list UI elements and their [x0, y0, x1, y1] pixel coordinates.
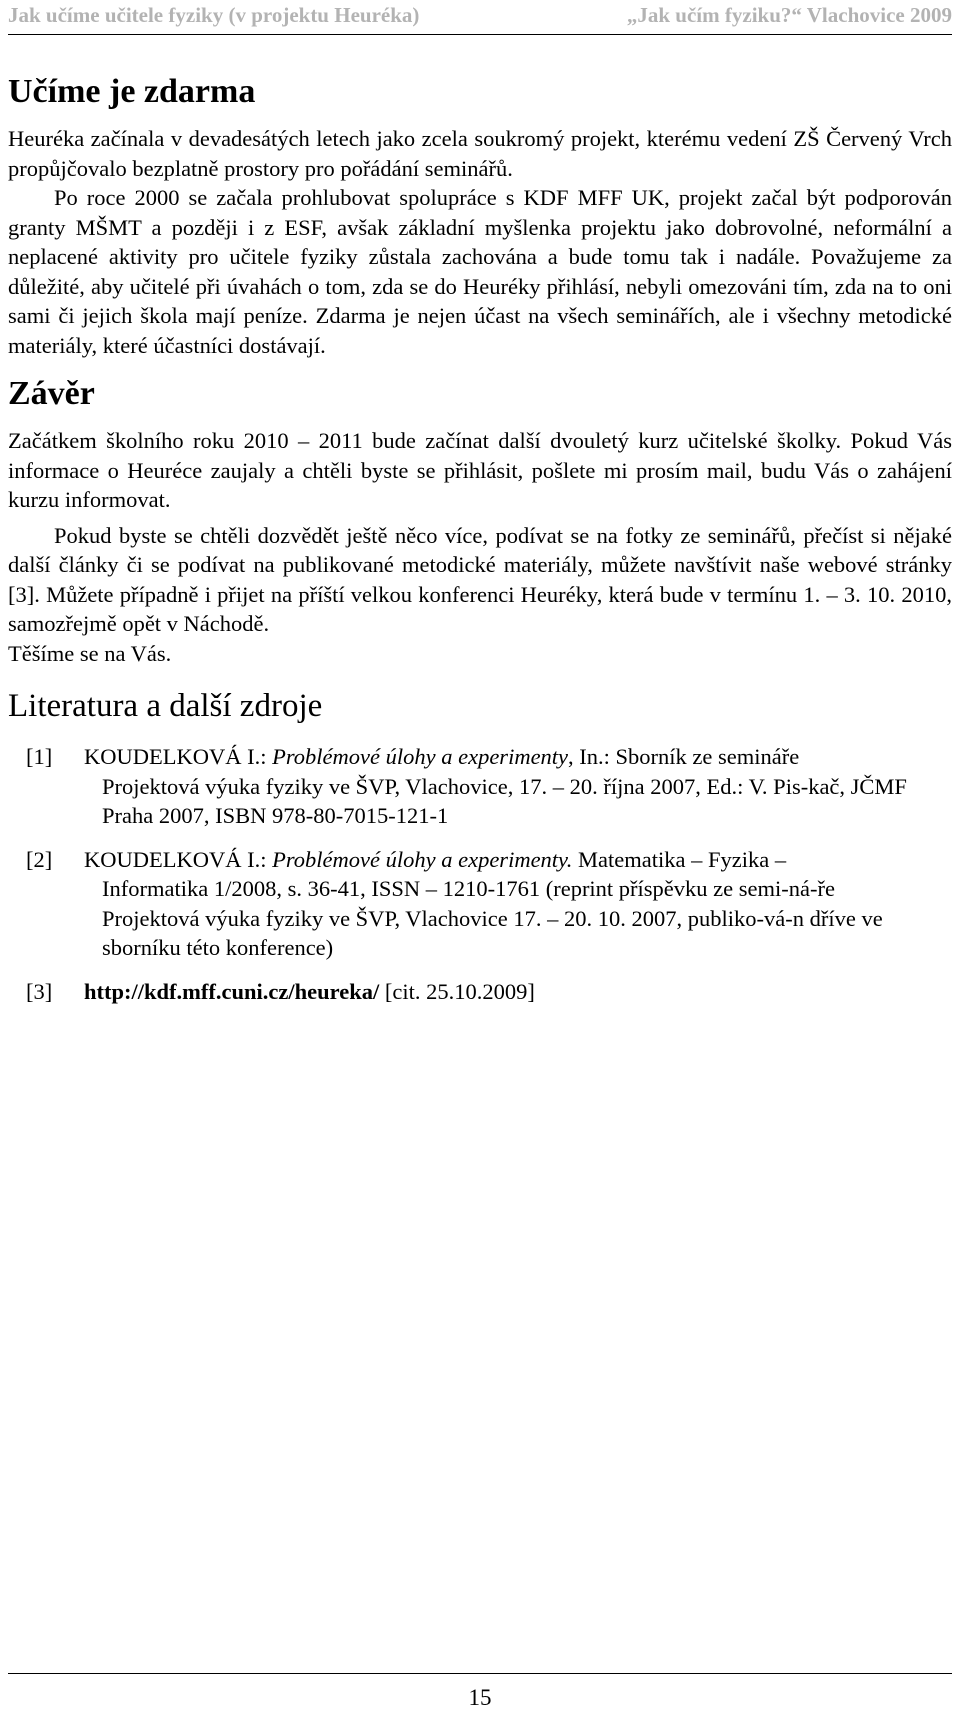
reference-number: [3] [26, 978, 53, 1004]
reference-source: , In.: Sborník ze semináře [568, 744, 800, 769]
running-header [8, 0, 952, 35]
paragraph-conclusion-2: Pokud byste se chtěli dozvědět ještě něco více, podívat se na fotky ze seminářů, přečíst si nějaké další články či se podívat na publikované metodické materiály, můžete navštívit naše webové stránky [3]. Můžete případně i přijet na příští velkou konferenci Heuréky, která bude v termínu 1. – 3. 10. 2010, samozřejmě opět v Náchodě. [8, 522, 952, 636]
reference-text [84, 845, 952, 963]
reference-title: Problémové úlohy a experimenty. [272, 846, 573, 872]
reference-details: Informatika 1/2008, s. 36-41, ISSN – 1210-1761 (reprint příspěvku ze semi-ná-ře Projektová výuka fyziky ve ŠVP, Vlachovice 17. – 20. 10. 2007, publiko-vá-n dříve ve sborníku této konference) [102, 876, 883, 960]
reference-text [84, 977, 952, 1007]
paragraph-free-2: Po roce 2000 se začala prohlubovat spolupráce s KDF MFF UK, projekt začal být podporován granty MŠMT a později i z ESF, avšak základní myšlenka projektu jako dobrovolné, neformální a neplacené aktivity pro učitele fyziky zůstala zachována a bude tomu tak i nadále. Považujeme za důležité, aby učitelé při úvahách o tom, zda se do Heuréky přihlásí, nebyli omezováni tím, zda na to oni sami či jejich škola mají peníze. Zdarma je nejen účast na všech seminářích, ale i všechny metodické materiály, které účastníci dostávají. [8, 185, 952, 358]
reference-list [8, 742, 952, 1006]
reference-link[interactable]: http://kdf.mff.cuni.cz/heureka/ [84, 978, 380, 1004]
paragraph-conclusion-1: Začátkem školního roku 2010 – 2011 bude začínat další dvouletý kurz učitelské školky. Pokud Vás informace o Heuréce zaujaly a chtěli byste se přihlásit, pošlete mi prosím mail, budu Vás o zahájení kurzu informovat. [8, 428, 952, 512]
reference-author: KOUDELKOVÁ I.: [84, 744, 273, 769]
reference-title: Problémové úlohy a experimenty [272, 744, 569, 769]
reference-number: [2] [26, 846, 53, 872]
reference-source: Matematika – Fyzika – [572, 846, 787, 872]
page-number: 15 [468, 1685, 492, 1710]
reference-item [8, 977, 952, 1007]
section-title-free: Učíme je zdarma [8, 73, 256, 110]
page-content [8, 72, 952, 1006]
header-event: „Jak učím fyziku?“ Vlachovice 2009 [626, 3, 952, 27]
reference-text [84, 742, 952, 831]
reference-item [8, 845, 952, 963]
header-title: Jak učíme učitele fyziky (v projektu Heuréka) [8, 3, 420, 27]
section-title-references: Literatura a další zdroje [8, 688, 323, 724]
reference-details: Projektová výuka fyziky ve ŠVP, Vlachovice, 17. – 20. října 2007, Ed.: V. Pis-kač, JČMF Praha 2007, ISBN 978-80-7015-121-1 [102, 773, 907, 828]
section-title-conclusion: Závěr [8, 375, 95, 412]
reference-citation-date: [cit. 25.10.2009] [379, 978, 535, 1004]
reference-item [8, 742, 952, 831]
footer-rule [8, 1673, 952, 1674]
paragraph-conclusion-3: Těšíme se na Vás. [8, 640, 172, 666]
paragraph-free-1: Heuréka začínala v devadesátých letech jako zcela soukromý projekt, kterému vedení ZŠ Červený Vrch propůjčovalo bezplatně prostory pro pořádání seminářů. [8, 126, 952, 181]
reference-number: [1] [26, 744, 53, 769]
reference-author: KOUDELKOVÁ I.: [84, 846, 273, 872]
